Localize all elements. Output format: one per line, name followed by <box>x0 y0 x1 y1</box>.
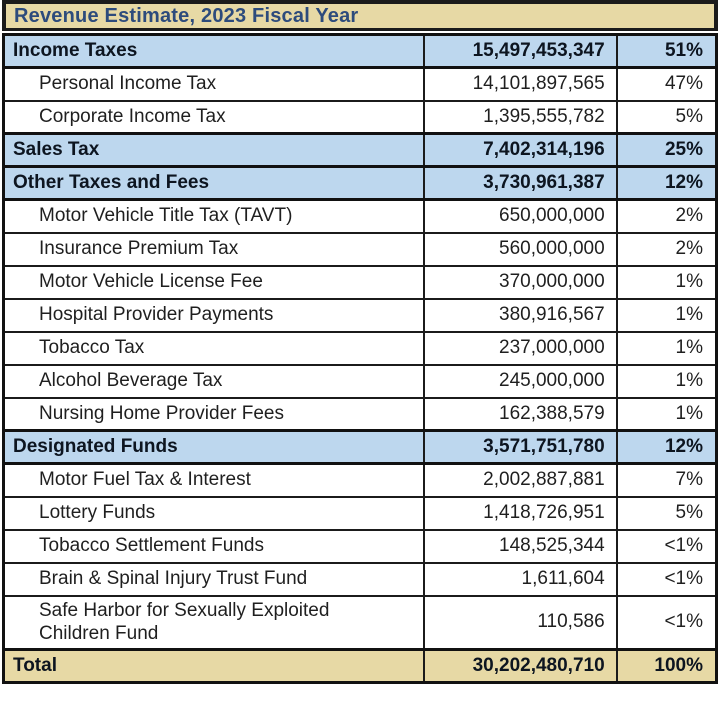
row-label: Other Taxes and Fees <box>13 172 210 193</box>
row-label-cell <box>4 68 425 101</box>
row-percent: 5% <box>617 497 717 530</box>
row-label-cell <box>4 35 425 68</box>
row-label-cell <box>4 497 425 530</box>
table-row-detail <box>4 332 717 365</box>
row-percent: 25% <box>617 134 717 167</box>
row-label-cell <box>4 299 425 332</box>
row-percent: 2% <box>617 200 717 233</box>
row-label-cell <box>4 530 425 563</box>
row-label: Tobacco Settlement Funds <box>39 535 264 556</box>
revenue-table-body <box>4 35 717 683</box>
row-label-cell <box>4 365 425 398</box>
revenue-table <box>2 33 718 684</box>
row-label-cell <box>4 563 425 596</box>
row-label: Alcohol Beverage Tax <box>39 370 223 391</box>
row-label: Hospital Provider Payments <box>39 304 274 325</box>
row-label-cell <box>4 596 425 650</box>
row-label-cell <box>4 233 425 266</box>
row-label: Brain & Spinal Injury Trust Fund <box>39 568 308 589</box>
row-amount: 15,497,453,347 <box>424 35 617 68</box>
row-amount: 237,000,000 <box>424 332 617 365</box>
table-row-detail <box>4 200 717 233</box>
row-label: Safe Harbor for Sexually Exploited Children Fund <box>39 599 330 645</box>
row-label: Corporate Income Tax <box>39 105 226 127</box>
row-label-cell <box>4 134 425 167</box>
table-row-detail <box>4 68 717 101</box>
table-row-total <box>4 650 717 683</box>
table-row-detail <box>4 101 717 134</box>
row-label: Personal Income Tax <box>39 73 217 95</box>
row-label-cell <box>4 167 425 200</box>
table-row-section <box>4 134 717 167</box>
row-percent: <1% <box>617 563 717 596</box>
row-label: Income Taxes <box>13 40 138 61</box>
table-row-section <box>4 167 717 200</box>
table-row-detail <box>4 530 717 563</box>
row-amount: 1,395,555,782 <box>424 101 617 134</box>
row-amount: 650,000,000 <box>424 200 617 233</box>
row-label: Sales Tax <box>13 139 100 160</box>
row-amount: 2,002,887,881 <box>424 464 617 497</box>
row-label: Nursing Home Provider Fees <box>39 402 284 424</box>
row-label: Lottery Funds <box>39 502 156 523</box>
row-amount: 30,202,480,710 <box>424 650 617 683</box>
row-amount: 1,611,604 <box>424 563 617 596</box>
row-percent: 2% <box>617 233 717 266</box>
table-title: Revenue Estimate, 2023 Fiscal Year <box>14 4 359 27</box>
row-percent: 1% <box>617 365 717 398</box>
row-amount: 560,000,000 <box>424 233 617 266</box>
row-label: Designated Funds <box>13 436 178 457</box>
row-percent: 1% <box>617 266 717 299</box>
row-label-cell <box>4 332 425 365</box>
table-row-section <box>4 431 717 464</box>
row-percent: 100% <box>617 650 717 683</box>
row-amount: 110,586 <box>424 596 617 650</box>
table-title-bar <box>2 0 718 31</box>
row-amount: 162,388,579 <box>424 398 617 431</box>
row-percent: 1% <box>617 398 717 431</box>
row-percent: 12% <box>617 167 717 200</box>
table-row-detail <box>4 398 717 431</box>
row-amount: 1,418,726,951 <box>424 497 617 530</box>
row-amount: 380,916,567 <box>424 299 617 332</box>
row-label-cell <box>4 266 425 299</box>
row-percent: 7% <box>617 464 717 497</box>
row-percent: 12% <box>617 431 717 464</box>
row-percent: 1% <box>617 332 717 365</box>
row-label-cell <box>4 464 425 497</box>
row-amount: 7,402,314,196 <box>424 134 617 167</box>
row-label: Motor Vehicle License Fee <box>39 271 263 292</box>
row-label: Motor Vehicle Title Tax (TAVT) <box>39 205 293 227</box>
row-amount: 370,000,000 <box>424 266 617 299</box>
row-percent: <1% <box>617 596 717 650</box>
row-label: Tobacco Tax <box>39 337 145 358</box>
table-row-detail <box>4 497 717 530</box>
row-amount: 245,000,000 <box>424 365 617 398</box>
row-percent: 47% <box>617 68 717 101</box>
table-row-detail <box>4 365 717 398</box>
table-row-detail <box>4 299 717 332</box>
table-row-detail <box>4 563 717 596</box>
row-percent: 1% <box>617 299 717 332</box>
table-row-detail <box>4 596 717 650</box>
row-label: Motor Fuel Tax & Interest <box>39 469 251 491</box>
row-label: Total <box>13 655 57 676</box>
row-amount: 3,571,751,780 <box>424 431 617 464</box>
row-percent: 5% <box>617 101 717 134</box>
row-amount: 3,730,961,387 <box>424 167 617 200</box>
row-label-cell <box>4 431 425 464</box>
row-label-cell <box>4 650 425 683</box>
row-amount: 148,525,344 <box>424 530 617 563</box>
row-label-cell <box>4 200 425 233</box>
row-amount: 14,101,897,565 <box>424 68 617 101</box>
table-row-detail <box>4 464 717 497</box>
row-label: Insurance Premium Tax <box>39 238 239 259</box>
row-label-cell <box>4 398 425 431</box>
table-row-detail <box>4 233 717 266</box>
table-row-detail <box>4 266 717 299</box>
row-percent: 51% <box>617 35 717 68</box>
row-label-cell <box>4 101 425 134</box>
table-row-section <box>4 35 717 68</box>
row-percent: <1% <box>617 530 717 563</box>
